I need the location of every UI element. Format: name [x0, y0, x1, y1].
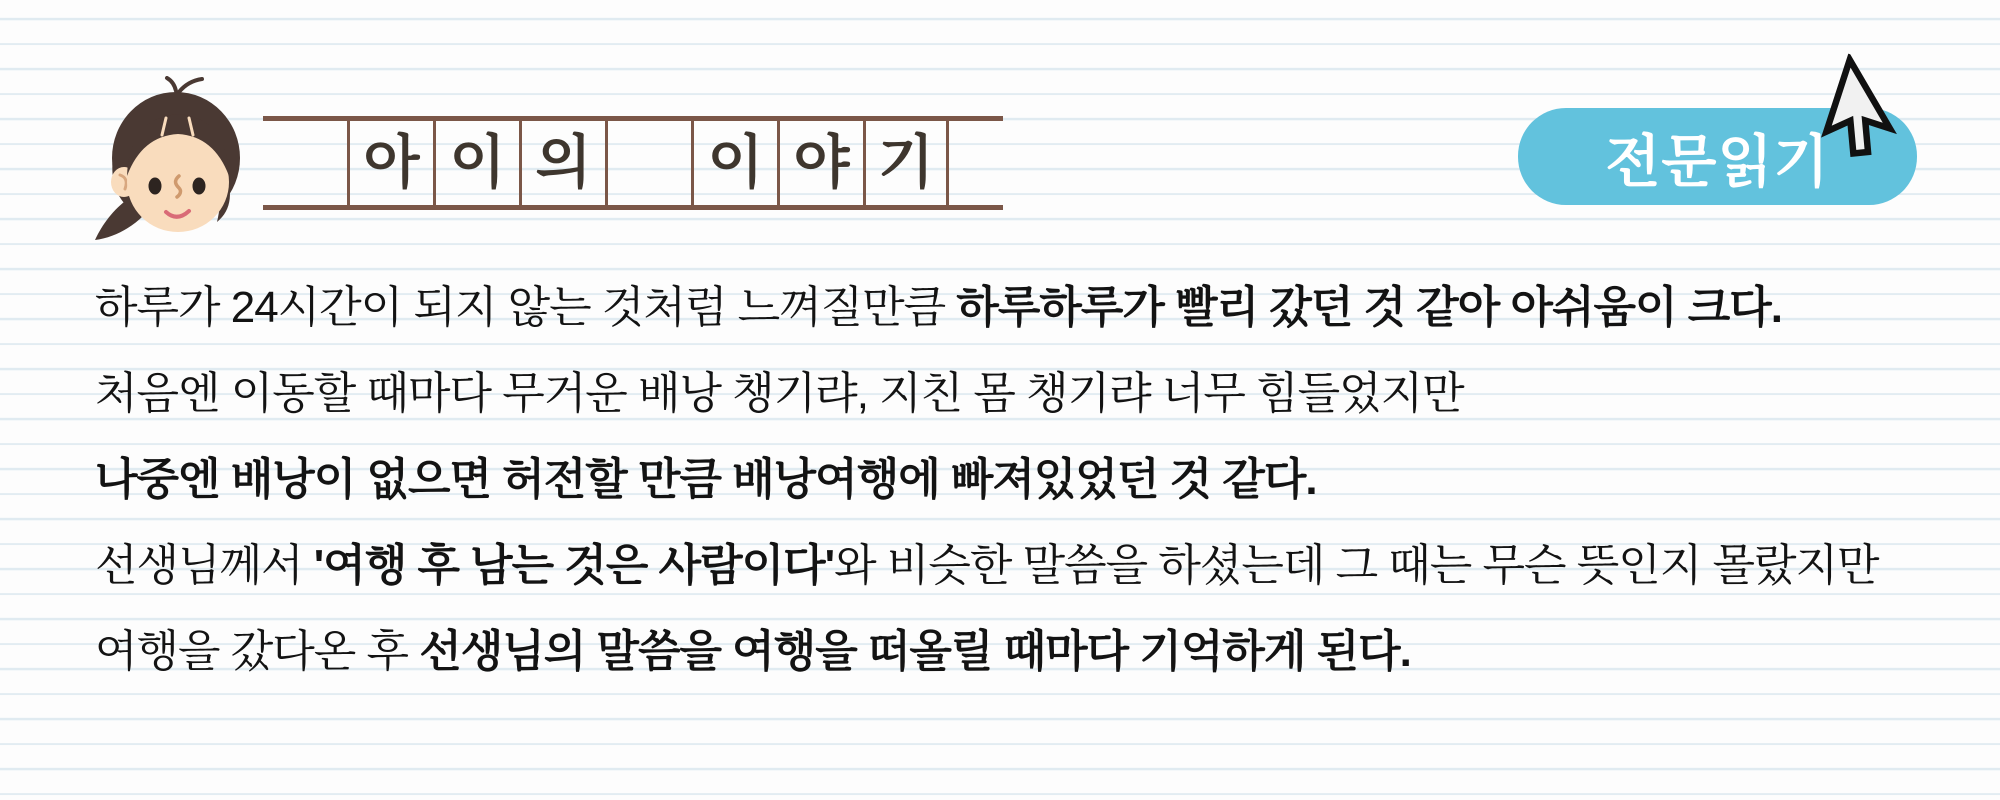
story-segment: 처음엔 이동할 때마다 무거운 배낭 챙기랴, 지친 몸 챙기랴 너무 힘들었지만	[95, 369, 1464, 418]
title-cell: 의	[519, 121, 605, 205]
girl-avatar-icon	[93, 76, 245, 246]
story-segment-bold: '여행 후 남는 것은 사람이다'	[313, 541, 835, 590]
story-segment: 선생님께서	[95, 541, 314, 590]
story-line	[95, 265, 1915, 351]
story-line	[95, 609, 1915, 695]
story-segment: 와 비슷한 말씀을 하셨는데 그 때는 무슨 뜻인지 몰랐지만	[834, 541, 1879, 590]
story-segment-bold: 나중엔 배낭이 없으면 허전할 만큼 배낭여행에 빠져있었던 것 같다.	[95, 455, 1317, 504]
title-cell: 기	[863, 121, 949, 205]
story-segment-bold: 하루하루가 빨리 갔던 것 같아 아쉬움이 크다.	[956, 283, 1783, 332]
story-line	[95, 437, 1915, 523]
story-line	[95, 523, 1915, 609]
title-grid	[263, 116, 1003, 210]
read-full-text-button[interactable]: 전문읽기	[1518, 108, 1917, 205]
title-cell: 야	[777, 121, 863, 205]
title-cell: 이	[433, 121, 519, 205]
title-cell: 이	[691, 121, 777, 205]
title-cell: 아	[347, 121, 433, 205]
story-line	[95, 351, 1915, 437]
story-segment: 하루가 24시간이 되지 않는 것처럼 느껴질만큼	[95, 283, 957, 332]
story-segment: 여행을 갔다온 후	[95, 627, 420, 676]
story-paragraph	[95, 265, 1915, 695]
title-cell	[605, 121, 691, 205]
story-segment-bold: 선생님의 말씀을 여행을 떠올릴 때마다 기억하게 된다.	[419, 627, 1411, 676]
